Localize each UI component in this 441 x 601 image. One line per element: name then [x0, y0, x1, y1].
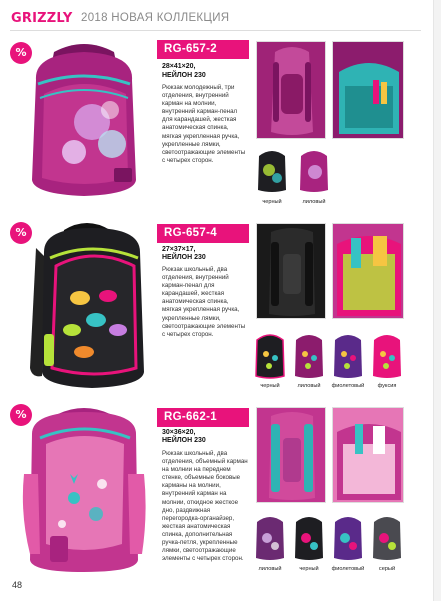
product-3-back-photo[interactable]: [256, 407, 326, 503]
product-3-color-label: фиолетовый: [331, 566, 365, 572]
product-1-swatch-lilac[interactable]: [297, 146, 331, 199]
product-3-dims: 30×36×20,: [162, 429, 196, 436]
product-2-inside-photo[interactable]: [332, 223, 404, 319]
page-number: 48: [12, 580, 23, 590]
product-2-swatch-black[interactable]: [253, 330, 287, 385]
product-2-color-label: черный: [260, 383, 280, 389]
product-3-swatch-grey[interactable]: [370, 512, 404, 567]
product-2-back-photo[interactable]: [256, 223, 326, 319]
product-2-color-label: лиловый: [297, 383, 321, 389]
product-2-description: Рюкзак школьный, два отделения, внутренний карман-пенал для карандашей, жесткая анатомическая спинка, мягкая укрепленная ручка, укрепленные лямки, светоотражающие элементы с четырех сторон.: [162, 266, 246, 338]
product-1-material: НЕЙЛОН 230: [162, 72, 206, 79]
product-3-swatch-lilac[interactable]: [253, 512, 287, 567]
product-2-swatch-fuchsia[interactable]: [370, 330, 404, 385]
discount-badge[interactable]: %: [10, 404, 32, 426]
collection-title: 2018 НОВАЯ КОЛЛЕКЦИЯ: [81, 12, 230, 24]
product-2-dims: 27×37×17,: [162, 246, 196, 253]
product-1-color-label: лиловый: [302, 199, 326, 205]
page-header: [0, 0, 441, 34]
product-1-swatch-black[interactable]: [255, 146, 289, 199]
product-1-dims: 28×41×20,: [162, 63, 196, 70]
product-2-color-label: фиолетовый: [331, 383, 365, 389]
product-1-color-label: черный: [262, 199, 282, 205]
product-3-description: Рюкзак школьный, два отделения, объемный карман на молнии на переднем стенке, объемные боковые карманы на молнии, внутренний карман на молнии, откидное жесткое дно, раздвижная перегородка-органайзер, жесткая анатомическая спинка, дополнительная ручка-петля, укрепленные лямки, светоотражающие элементы с четырех сторон.: [162, 450, 248, 563]
brand-logo: GRIZZLY: [11, 11, 73, 26]
product-3-color-label: черный: [299, 566, 319, 572]
discount-badge[interactable]: %: [10, 42, 32, 64]
product-2-color-label: фуксия: [377, 383, 397, 389]
product-3-color-label: лиловый: [258, 566, 282, 572]
product-1-description: Рюкзак молодежный, три отделения, внутренний карман на молнии, внутренний карман-пенал для карандашей, жесткая анатомическая спинка, мягкая укрепленная ручка, укрепленные лямки, светоотражающие элементы с четырех сторон.: [162, 84, 246, 164]
product-3-material: НЕЙЛОН 230: [162, 437, 206, 444]
product-2-material: НЕЙЛОН 230: [162, 254, 206, 261]
product-3-main-image[interactable]: [14, 404, 154, 574]
product-2-main-image[interactable]: [22, 218, 152, 390]
product-1-back-photo[interactable]: [256, 41, 326, 139]
product-2-swatch-purple[interactable]: [331, 330, 365, 385]
product-2-swatch-lilac[interactable]: [292, 330, 326, 385]
header-divider: [10, 30, 421, 31]
product-3-color-label: серый: [378, 566, 396, 572]
product-3-swatch-black[interactable]: [292, 512, 326, 567]
product-3-swatch-purple[interactable]: [331, 512, 365, 567]
discount-badge[interactable]: %: [10, 222, 32, 244]
product-3-inside-photo[interactable]: [332, 407, 404, 503]
product-2-code: RG-657-4: [157, 224, 249, 243]
product-1-main-image[interactable]: [14, 40, 154, 198]
product-1-code: RG-657-2: [157, 40, 249, 59]
product-3-code: RG-662-1: [157, 408, 249, 427]
page-edge: [433, 0, 441, 601]
product-1-inside-photo[interactable]: [332, 41, 404, 139]
